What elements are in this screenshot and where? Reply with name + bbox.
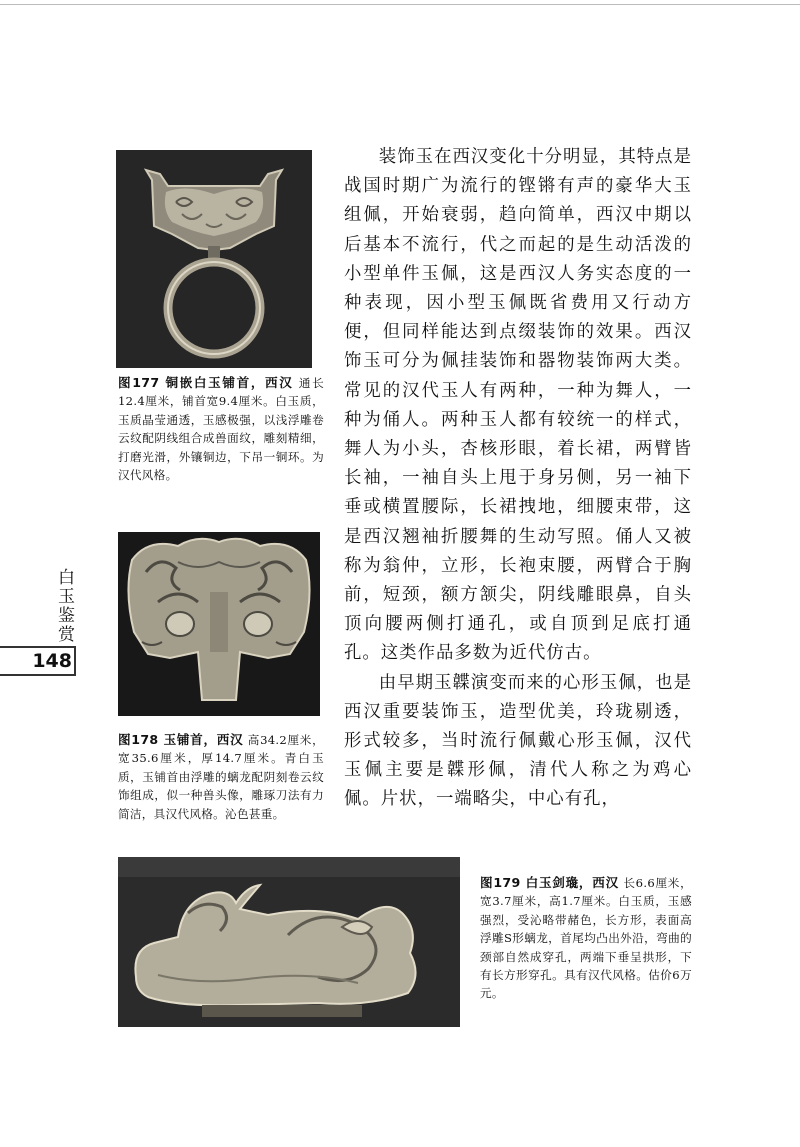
main-text <box>344 143 692 815</box>
figure-178-photo <box>118 532 320 716</box>
figure-179-photo <box>118 857 460 1027</box>
page-number-rule-top <box>0 646 76 648</box>
figure-177-text: 通长12.4厘米，铺首宽9.4厘米。白玉质，玉质晶莹通透，玉感极强，以浅浮雕卷云纹配阴线组合成兽面纹，雕刻精细，打磨光滑，外镶铜边，下吊一铜环。为汉代风格。 <box>118 376 324 483</box>
page-number-rule-bottom <box>0 674 76 676</box>
figure-179-caption <box>480 874 692 1003</box>
body-paragraph-2: 由早期玉韘演变而来的心形玉佩，也是西汉重要装饰玉，造型优美，玲珑剔透，形式较多，当时流行佩戴心形玉佩，汉代玉佩主要是韘形佩，清代人称之为鸡心佩。片状，一端略尖，中心有孔， <box>344 672 692 810</box>
figure-178-label: 图178 玉铺首，西汉 <box>118 732 244 747</box>
running-title: 白玉鉴赏 <box>54 568 74 644</box>
top-rule <box>0 4 800 5</box>
figure-178-caption <box>118 731 324 823</box>
figure-177-caption <box>118 374 324 484</box>
figure-177-label: 图177 铜嵌白玉铺首，西汉 <box>118 375 294 390</box>
figure-178-text: 高34.2厘米，宽35.6厘米，厚14.7厘米。青白玉质，玉铺首由浮雕的螭龙配阴刻卷云纹饰组成，似一种兽头像，雕琢刀法有力简洁，具汉代风格。沁色甚重。 <box>118 733 324 821</box>
body-paragraph-1: 装饰玉在西汉变化十分明显，其特点是战国时期广为流行的铿锵有声的豪华大玉组佩，开始衰弱，趋向简单，西汉中期以后基本不流行，代之而起的是生动活泼的小型单件玉佩，这是西汉人务实态度的一种表现，因小型玉佩既省费用又行动方便，但同样能达到点缀装饰的效果。西汉饰玉可分为佩挂装饰和器物装饰两大类。常见的汉代玉人有两种，一种为舞人，一种为俑人。两种玉人都有较统一的样式，舞人为小头，杏核形眼，着长裙，两臂皆长袖，一袖自头上甩于身另侧，另一袖下垂或横置腰际，长裙拽地，细腰束带，这是西汉翘袖折腰舞的生动写照。俑人又被称为翁仲，立形，长袍束腰，两臂合于胸前，短颈，额方颔尖，阴线雕眼鼻，自头顶向腰两侧打通孔，或自顶到足底打通孔。这类作品多数为近代仿古。 <box>344 147 692 664</box>
figure-179-text: 长6.6厘米，宽3.7厘米，高1.7厘米。白玉质，玉感强烈，受沁略带赭色，长方形，表面高浮雕S形螭龙，首尾均凸出外沿，弯曲的颈部自然成穿孔，两端下垂呈拱形，下有长方形穿孔。具有汉代风格。估价6万元。 <box>480 876 692 1001</box>
figure-179-label: 图179 白玉剑璏，西汉 <box>480 875 619 890</box>
page-number-rule-right <box>74 646 76 676</box>
page-number: 148 <box>32 650 72 672</box>
figure-177-photo <box>116 150 312 368</box>
